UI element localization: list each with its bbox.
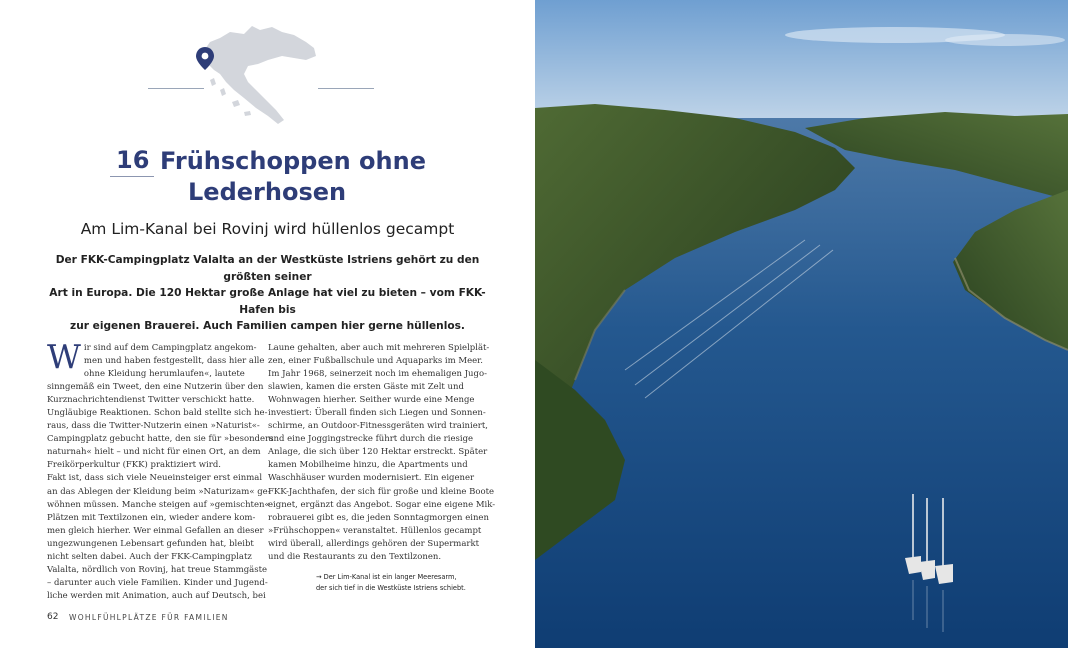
body-text-line: kamen Mobilheime hinzu, die Apartments und: [268, 460, 468, 471]
body-text-line: FKK-Jachthafen, der sich für große und kleine Boote: [268, 486, 495, 497]
body-text-line: Laune gehalten, aber auch mit mehreren Spielplät-: [268, 343, 490, 353]
body-text-line: wird überall, allerdings gehören der Supermarkt: [268, 538, 480, 549]
chapter-title: [160, 146, 460, 208]
body-text-line: ungezwungenen Lebensart gefunden hat, bleibt: [47, 538, 254, 549]
croatia-map-icon: [203, 26, 316, 124]
lim-channel-photo: [535, 0, 1068, 648]
body-text-line: »Frühschoppen« veranstaltet. Hüllenlos gecampt: [268, 525, 482, 536]
body-text-line: Wohnwagen hierher. Seither wurde eine Menge: [268, 395, 475, 406]
chapter-number: 16: [116, 146, 150, 174]
body-text-line: Freikörperkultur (FKK) praktiziert wird.: [47, 460, 221, 471]
chapter-title-line: Lederhosen: [188, 178, 347, 206]
body-column-1: [47, 337, 274, 603]
lead-line: zur eigenen Brauerei. Auch Familien campen hier gerne hüllenlos.: [70, 320, 465, 332]
body-text-line: wöhnen müssen. Manche steigen auf »gemischten«: [47, 499, 270, 510]
body-text-line: naturnah« hielt – und nicht für einen Ort, an dem: [47, 447, 261, 458]
map-rule-left: [148, 88, 204, 89]
caption-line: → Der Lim-Kanal ist ein langer Meeresarm,: [316, 573, 457, 581]
body-text-line: Campingplatz gebucht hatte, den sie für »besonders: [47, 434, 274, 445]
body-text-line: robrauerei gibt es, die jeden Sonntagmorgen einen: [268, 512, 489, 523]
body-text-line: investiert: Überall finden sich Liegen und Sonnen-: [268, 408, 486, 419]
body-text-line: ir sind auf dem Campingplatz angekom-: [83, 343, 257, 353]
body-text-line: Plätzen mit Textilzonen ein, wieder andere kom-: [47, 512, 256, 523]
text-page: [0, 0, 535, 648]
body-text-line: Fakt ist, dass sich viele Neueinsteiger erst einmal: [47, 473, 263, 484]
body-text-line: slawien, kamen die ersten Gäste mit Zelt und: [268, 382, 464, 393]
body-text-line: und eine Joggingstrecke führt durch die riesige: [268, 434, 474, 445]
body-text-line: Kurznachrichtendienst Twitter verschickt hatte.: [47, 395, 255, 406]
body-text-line: eignet, ergänzt das Angebot. Sogar eine eigene Mik-: [268, 499, 496, 510]
body-text-line: Valalta, nördlich von Rovinj, hat treue Stammgäste: [47, 564, 268, 575]
lead-line: Art in Europa. Die 120 Hektar große Anlage hat viel zu bieten – vom FKK-Hafen bis: [49, 287, 486, 316]
body-text-line: ohne Kleidung herumlaufen«, lautete: [83, 369, 245, 380]
body-text-line: sinngemäß ein Tweet, den eine Nutzerin über den: [47, 382, 264, 393]
body-text-line: an das Ablegen der Kleidung beim »Naturizam« ge-: [47, 486, 271, 497]
body-text-line: Waschhäuser wurden modernisiert. Ein eigener: [268, 473, 475, 484]
chapter-number-underline: [110, 176, 154, 177]
photo-caption: [316, 572, 466, 593]
body-text-line: Im Jahr 1968, seinerzeit noch im ehemaligen Jugo-: [268, 369, 487, 380]
map-rule-right: [318, 88, 374, 89]
page-number: 62: [47, 612, 59, 622]
body-text-line: raus, dass die Twitter-Nutzerin einen »Naturist«-: [47, 421, 260, 432]
body-text-line: Ungläubige Reaktionen. Schon bald stellte sich he-: [47, 408, 268, 419]
lead-line: Der FKK-Campingplatz Valalta an der Westküste Istriens gehört zu den größten seiner: [55, 254, 480, 283]
body-text-line: zen, einer Fußballschule und Aquaparks im Meer.: [268, 356, 483, 367]
lead-paragraph: [40, 252, 495, 335]
body-text-line: liche werden mit Animation, auch auf Deutsch, bei: [47, 590, 266, 601]
caption-line: der sich tief in die Westküste Istriens schiebt.: [316, 583, 466, 592]
body-text-line: und die Restaurants zu den Textilzonen.: [268, 551, 442, 562]
running-title: WOHLFÜHLPLÄTZE FÜR FAMILIEN: [69, 613, 229, 622]
body-text-line: Anlage, die sich über 120 Hektar erstreckt. Später: [268, 447, 488, 458]
body-text-line: schirme, an Outdoor-Fitnessgeräten wird trainiert,: [268, 421, 488, 432]
chapter-subtitle: Am Lim-Kanal bei Rovinj wird hüllenlos gecampt: [80, 220, 455, 238]
drop-cap: W: [47, 337, 81, 376]
body-text-line: nicht selten dabei. Auch der FKK-Campingplatz: [47, 551, 252, 562]
body-text-line: men gleich hierher. Wer einmal Gefallen an dieser: [47, 525, 264, 536]
body-column-2: [268, 342, 496, 564]
chapter-title-line: Frühschoppen ohne: [160, 147, 426, 175]
body-text-line: men und haben festgestellt, dass hier alle: [83, 356, 265, 367]
locator-map: [148, 20, 374, 130]
body-text-line: – darunter auch viele Familien. Kinder und Jugend-: [47, 577, 268, 588]
